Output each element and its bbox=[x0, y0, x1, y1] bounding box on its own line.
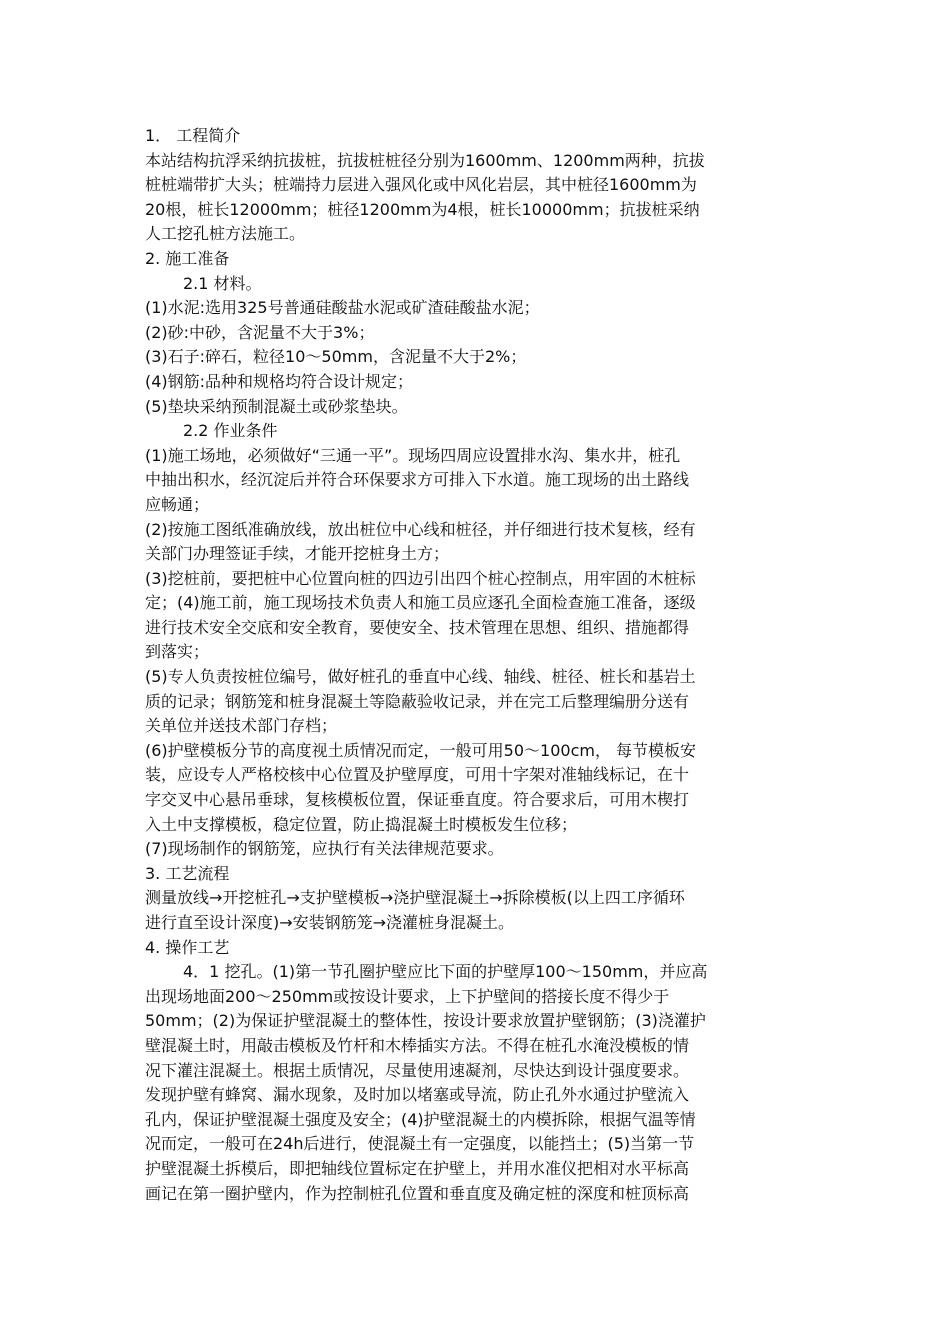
text-line: 测量放线→开挖桩孔→支护壁模板→浇护壁混凝土→拆除模板(以上四工序循环 bbox=[145, 888, 685, 908]
text-line: 字交叉中心悬吊垂球，复核模板位置，保证垂直度。符合要求后，可用木楔打 bbox=[145, 790, 690, 810]
text-line: 况下灌注混凝土。根据土质情况，尽量使用速凝剂，尽快达到设计强度要求。 bbox=[145, 1060, 690, 1080]
text-line: 4. 操作工艺 bbox=[145, 937, 230, 957]
text-line: 关单位并送技术部门存档； bbox=[145, 716, 338, 736]
text-line: 2.1 材料。 bbox=[183, 273, 262, 293]
text-line: 进行直至设计深度)→安装钢筋笼→浇灌桩身混凝土。 bbox=[145, 913, 515, 932]
text-line: (4)钢筋:品种和规格均符合设计规定； bbox=[145, 371, 414, 391]
text-line: 发现护壁有蜂窝、漏水现象，及时加以堵塞或导流，防止孔外水通过护壁流入 bbox=[145, 1085, 690, 1105]
text-line: 人工挖孔桩方法施工。 bbox=[145, 224, 306, 244]
text-line: 到落实； bbox=[145, 642, 210, 662]
text-line: (2)按施工图纸准确放线，放出桩位中心线和桩径，并仔细进行技术复核，经有 bbox=[145, 519, 696, 539]
text-line: (7)现场制作的钢筋笼，应执行有关法律规范要求。 bbox=[145, 839, 504, 859]
text-line: 2. 施工准备 bbox=[145, 248, 230, 268]
text-line: 3. 工艺流程 bbox=[145, 863, 230, 883]
text-line: 20根，桩长12000mm；桩径1200mm为4根，桩长10000mm；抗拔桩采纳 bbox=[145, 199, 700, 219]
text-line: 装，应设专人严格校核中心位置及护壁厚度，可用十字架对准轴线标记，在十 bbox=[145, 765, 690, 785]
text-line: 定；(4)施工前，施工现场技术负责人和施工员应逐孔全面检查施工准备，逐级 bbox=[145, 593, 696, 613]
text-line: 孔内，保证护壁混凝土强度及安全；(4)护壁混凝土的内模拆除，根据气温等情 bbox=[145, 1109, 696, 1129]
text-line: (3)石子:碎石，粒径10～50mm，含泥量不大于2%； bbox=[145, 347, 527, 367]
text-line: (2)砂:中砂，含泥量不大于3%； bbox=[145, 322, 375, 342]
text-line: 2.2 作业条件 bbox=[183, 421, 278, 441]
text-line: 护壁混凝土拆模后，即把轴线位置标定在护壁上，并用水准仪把相对水平标高 bbox=[145, 1158, 690, 1178]
text-line: 入土中支撑模板，稳定位置，防止捣混凝土时模板发生位移； bbox=[145, 814, 578, 834]
text-line: 50mm；(2)为保证护壁混凝土的整体性，按设计要求放置护壁钢筋；(3)浇灌护 bbox=[145, 1011, 706, 1031]
text-line: (3)挖桩前，要把桩中心位置向桩的四边引出四个桩心控制点，用牢固的木桩标 bbox=[145, 568, 696, 588]
text-line: 况而定，一般可在24h后进行，使混凝土有一定强度，以能挡土；(5)当第一节 bbox=[145, 1134, 695, 1154]
text-line: 质的记录；钢筋笼和桩身混凝土等隐蔽验收记录，并在完工后整理编册分送有 bbox=[145, 691, 690, 711]
text-line: 出现场地面200～250mm或按设计要求，上下护壁间的搭接长度不得少于 bbox=[145, 986, 670, 1006]
text-line: (1)水泥:选用325号普通硅酸盐水泥或矿渣硅酸盐水泥； bbox=[145, 298, 540, 318]
text-line: 1． 工程简介 bbox=[145, 126, 241, 145]
text-line: 桩桩端带扩大头；桩端持力层进入强风化或中风化岩层，其中桩径1600mm为 bbox=[145, 175, 697, 195]
text-line: 进行技术安全交底和安全教育，要使安全、技术管理在思想、组织、措施都得 bbox=[145, 617, 690, 637]
text-line: 壁混凝土时，用敲击模板及竹杆和木棒插实方法。不得在桩孔水淹没模板的情 bbox=[145, 1035, 690, 1055]
text-line: (5)垫块采纳预制混凝土或砂浆垫块。 bbox=[145, 396, 408, 416]
text-line: 关部门办理签证手续，才能开挖桩身土方； bbox=[145, 544, 450, 564]
text-line: (6)护壁模板分节的高度视土质情况而定，一般可用50～100cm， 每节模板安 bbox=[145, 740, 697, 760]
text-line: 本站结构抗浮采纳抗拔桩，抗拔桩桩径分别为1600mm、1200mm两种，抗拔 bbox=[145, 150, 705, 170]
text-line: (5)专人负责按桩位编号，做好桩孔的垂直中心线、轴线、桩径、桩长和基岩土 bbox=[145, 667, 696, 687]
text-line: 中抽出积水，经沉淀后并符合环保要求方可排入下水道。施工现场的出土路线 bbox=[145, 470, 690, 490]
text-line: 应畅通； bbox=[145, 494, 210, 514]
text-line: 4．1 挖孔。(1)第一节孔圈护壁应比下面的护壁厚100～150mm，并应高 bbox=[183, 962, 708, 982]
text-line: (1)施工场地，必须做好“三通一平”。现场四周应设置排水沟、集水井，桩孔 bbox=[145, 445, 681, 465]
document-body bbox=[145, 124, 805, 1206]
text-line: 画记在第一圈护壁内，作为控制桩孔位置和垂直度及确定桩的深度和桩顶标高 bbox=[145, 1183, 690, 1203]
